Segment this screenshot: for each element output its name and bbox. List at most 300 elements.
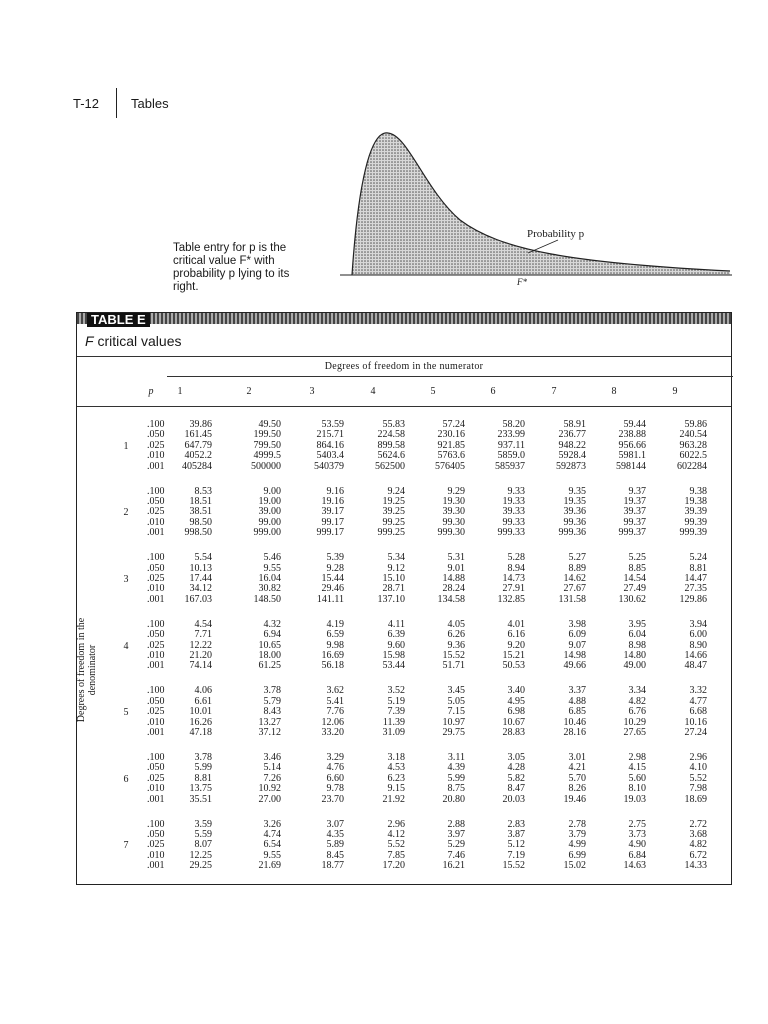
p-value: .050 (147, 828, 165, 840)
critical-value-cell: 3.94 (689, 618, 707, 630)
critical-value-cell: 6.59 (326, 629, 344, 641)
critical-value-cell: 999.33 (497, 527, 525, 539)
critical-value-cell: 21.20 (189, 649, 212, 661)
critical-value-cell: 19.46 (563, 793, 586, 805)
critical-value-cell: 141.11 (316, 593, 344, 605)
critical-value-cell: 4.74 (263, 828, 281, 840)
figure-caption: Table entry for p is the critical value F* with probability p lying to its right. (173, 242, 290, 293)
column-header: 9 (672, 386, 678, 397)
critical-value-cell: 9.15 (387, 783, 405, 795)
critical-value-cell: 99.36 (563, 516, 586, 528)
critical-value-cell: 5403.4 (316, 450, 344, 462)
table-subtitle (85, 333, 181, 349)
critical-value-cell: 5.82 (507, 772, 525, 784)
critical-value-cell: 30.82 (258, 583, 281, 595)
critical-value-cell: 8.81 (689, 562, 707, 574)
critical-value-cell: 16.69 (321, 649, 344, 661)
p-value: .100 (147, 685, 165, 697)
critical-value-cell: 7.76 (326, 706, 344, 718)
critical-value-cell: 5981.1 (618, 450, 646, 462)
critical-value-cell: 14.98 (563, 649, 586, 661)
critical-value-cell: 5.46 (263, 552, 281, 564)
critical-value-cell: 4.12 (387, 828, 405, 840)
critical-value-cell: 5928.4 (558, 450, 586, 462)
critical-value-cell: 20.03 (502, 793, 525, 805)
critical-value-cell: 6.99 (568, 849, 586, 861)
critical-value-cell: 963.28 (679, 439, 707, 451)
critical-value-cell: 6.61 (194, 695, 212, 707)
p-value: .050 (147, 762, 165, 774)
critical-value-cell: 2.75 (628, 818, 646, 830)
critical-value-cell: 10.65 (258, 639, 281, 651)
critical-value-cell: 3.37 (568, 685, 586, 697)
critical-value-cell: 4052.2 (184, 450, 212, 462)
critical-value-cell: 35.51 (189, 793, 212, 805)
critical-value-cell: 49.66 (563, 660, 586, 672)
p-value: .001 (147, 660, 165, 672)
critical-value-cell: 9.16 (326, 485, 344, 497)
denominator-df-label: 6 (123, 773, 129, 785)
critical-value-cell: 29.46 (321, 583, 344, 595)
critical-value-cell: 16.04 (258, 572, 281, 584)
critical-value-cell: 19.03 (623, 793, 646, 805)
denominator-df-label: 3 (123, 573, 129, 585)
p-value: .001 (147, 527, 165, 539)
p-value: .050 (147, 429, 165, 441)
critical-value-cell: 5.89 (326, 839, 344, 851)
p-value: .010 (147, 783, 165, 795)
critical-value-cell: 19.37 (623, 495, 646, 507)
critical-value-cell: 233.99 (497, 429, 525, 441)
critical-value-cell: 5.59 (194, 828, 212, 840)
p-value: .100 (147, 485, 165, 497)
critical-value-cell: 28.16 (563, 726, 586, 738)
critical-value-cell: 29.75 (442, 726, 465, 738)
critical-value-cell: 10.01 (189, 706, 212, 718)
p-column-header: p (148, 386, 154, 397)
critical-value-cell: 20.80 (442, 793, 465, 805)
critical-value-cell: 13.27 (258, 716, 281, 728)
critical-value-cell: 59.86 (684, 419, 707, 430)
critical-value-cell: 99.33 (502, 516, 525, 528)
critical-value-cell: 53.44 (382, 660, 405, 672)
critical-value-cell: 27.65 (623, 726, 646, 738)
critical-value-cell: 5.60 (628, 772, 646, 784)
critical-value-cell: 6.84 (628, 849, 646, 861)
critical-value-cell: 3.07 (326, 818, 344, 830)
critical-value-cell: 13.75 (189, 783, 212, 795)
p-value: .010 (147, 849, 165, 861)
probability-pointer (528, 240, 558, 253)
critical-value-cell: 10.16 (684, 716, 707, 728)
critical-value-cell: 28.71 (382, 583, 405, 595)
critical-value-cell: 598144 (616, 460, 646, 472)
critical-value-cell: 4.15 (628, 762, 646, 774)
critical-value-cell: 8.98 (628, 639, 646, 651)
critical-value-cell: 10.13 (189, 562, 212, 574)
critical-value-cell: 161.45 (184, 429, 212, 441)
critical-value-cell: 15.10 (382, 572, 405, 584)
denominator-df-label: 1 (123, 440, 129, 452)
critical-value-cell: 9.07 (568, 639, 586, 651)
critical-value-cell: 4.11 (387, 618, 405, 630)
critical-value-cell: 3.78 (263, 685, 281, 697)
critical-value-cell: 39.39 (684, 506, 707, 518)
critical-value-cell: 5.31 (447, 552, 465, 564)
critical-value-cell: 10.97 (442, 716, 465, 728)
critical-value-cell: 18.00 (258, 649, 281, 661)
critical-value-cell: 18.51 (189, 495, 212, 507)
critical-value-cell: 39.86 (189, 419, 212, 430)
critical-value-cell: 4.76 (326, 762, 344, 774)
critical-value-cell: 6.26 (447, 629, 465, 641)
critical-value-cell: 602284 (677, 460, 707, 472)
critical-value-cell: 5.79 (263, 695, 281, 707)
critical-value-cell: 2.98 (628, 752, 646, 763)
critical-value-cell: 27.67 (563, 583, 586, 595)
critical-value-cell: 9.00 (263, 485, 281, 497)
critical-value-cell: 8.81 (194, 772, 212, 784)
critical-value-cell: 11.39 (382, 716, 405, 728)
critical-value-cell: 5.34 (387, 552, 405, 564)
critical-value-cell: 15.21 (502, 649, 525, 661)
critical-value-cell: 6.23 (387, 772, 405, 784)
critical-value-cell: 23.70 (321, 793, 344, 805)
critical-value-cell: 2.96 (387, 818, 405, 830)
critical-value-cell: 4.39 (447, 762, 465, 774)
critical-value-cell: 5.25 (628, 552, 646, 564)
critical-value-cell: 99.25 (382, 516, 405, 528)
critical-value-cell: 8.75 (447, 783, 465, 795)
critical-value-cell: 8.94 (507, 562, 525, 574)
critical-value-cell: 9.35 (568, 485, 586, 497)
critical-value-cell: 3.79 (568, 828, 586, 840)
critical-value-cell: 17.44 (189, 572, 212, 584)
critical-value-cell: 9.60 (387, 639, 405, 651)
critical-value-cell: 224.58 (377, 429, 405, 441)
critical-value-cell: 5859.0 (497, 450, 525, 462)
critical-value-cell: 5.52 (689, 772, 707, 784)
critical-value-cell: 10.92 (258, 783, 281, 795)
critical-value-cell: 5.29 (447, 839, 465, 851)
critical-value-cell: 33.20 (321, 726, 344, 738)
critical-value-cell: 4.77 (689, 695, 707, 707)
critical-value-cell: 15.52 (502, 860, 525, 872)
critical-value-cell: 18.77 (321, 860, 344, 872)
critical-value-cell: 34.12 (189, 583, 212, 595)
critical-value-cell: 5.27 (568, 552, 586, 564)
denominator-label: Degrees of freedom in the denominator (76, 617, 98, 723)
critical-value-cell: 9.98 (326, 639, 344, 651)
divider (167, 376, 733, 377)
critical-value-cell: 3.05 (507, 752, 525, 763)
critical-value-cell: 132.85 (497, 593, 525, 605)
critical-value-cell: 9.37 (628, 485, 646, 497)
critical-value-cell: 6.76 (628, 706, 646, 718)
divider (77, 356, 731, 357)
critical-value-cell: 5.99 (447, 772, 465, 784)
critical-value-cell: 58.20 (502, 419, 525, 430)
critical-value-cell: 39.33 (502, 506, 525, 518)
critical-value-cell: 6.68 (689, 706, 707, 718)
critical-value-cell: 6.00 (689, 629, 707, 641)
critical-value-cell: 19.35 (563, 495, 586, 507)
critical-value-cell: 14.63 (623, 860, 646, 872)
critical-value-cell: 4.82 (689, 839, 707, 851)
critical-value-cell: 4.35 (326, 828, 344, 840)
critical-value-cell: 2.88 (447, 818, 465, 830)
p-value: .010 (147, 716, 165, 728)
critical-value-cell: 129.86 (679, 593, 707, 605)
critical-value-cell: 6.09 (568, 629, 586, 641)
column-header: 5 (430, 386, 436, 397)
critical-value-cell: 7.19 (507, 849, 525, 861)
critical-value-cell: 3.68 (689, 828, 707, 840)
critical-value-cell: 39.37 (623, 506, 646, 518)
critical-value-cell: 3.32 (689, 685, 707, 697)
critical-value-cell: 9.55 (263, 849, 281, 861)
critical-value-cell: 7.98 (689, 783, 707, 795)
column-header: 8 (611, 386, 617, 397)
critical-value-cell: 6.60 (326, 772, 344, 784)
p-value: .001 (147, 460, 165, 472)
denominator-df-label: 7 (123, 840, 129, 852)
critical-value-cell: 9.36 (447, 639, 465, 651)
critical-value-cell: 19.25 (382, 495, 405, 507)
critical-value-cell: 39.00 (258, 506, 281, 518)
critical-value-cell: 9.33 (507, 485, 525, 497)
critical-value-cell: 12.06 (321, 716, 344, 728)
critical-value-cell: 14.80 (623, 649, 646, 661)
critical-value-cell: 74.14 (189, 660, 212, 672)
critical-value-cell: 7.26 (263, 772, 281, 784)
page-number: T-12 (73, 96, 100, 111)
critical-value-cell: 49.50 (258, 419, 281, 430)
critical-value-cell: 49.00 (623, 660, 646, 672)
numerator-label: Degrees of freedom in the numerator (324, 361, 484, 372)
critical-value-cell: 3.62 (326, 685, 344, 697)
p-value: .100 (147, 818, 165, 830)
critical-value-cell: 8.43 (263, 706, 281, 718)
critical-value-cell: 576405 (435, 460, 465, 472)
critical-value-cell: 9.20 (507, 639, 525, 651)
critical-value-cell: 4.88 (568, 695, 586, 707)
critical-value-cell: 7.71 (194, 629, 212, 641)
critical-value-cell: 4.28 (507, 762, 525, 774)
critical-value-cell: 647.79 (184, 439, 212, 451)
critical-value-cell: 27.91 (502, 583, 525, 595)
column-header: 4 (370, 386, 376, 397)
critical-value-cell: 8.07 (194, 839, 212, 851)
critical-value-cell: 37.12 (258, 726, 281, 738)
critical-value-cell: 31.09 (382, 726, 405, 738)
p-value: .050 (147, 562, 165, 574)
critical-value-cell: 6.94 (263, 629, 281, 641)
critical-value-cell: 9.28 (326, 562, 344, 574)
f-distribution-curve (340, 125, 740, 285)
column-header: 2 (246, 386, 252, 397)
critical-value-cell: 19.30 (442, 495, 465, 507)
p-value: .050 (147, 495, 165, 507)
critical-value-cell: 27.49 (623, 583, 646, 595)
critical-value-cell: 999.00 (253, 527, 281, 539)
critical-value-cell: 3.59 (194, 818, 212, 830)
p-value: .025 (147, 706, 165, 718)
critical-value-cell: 14.66 (684, 649, 707, 661)
p-value: .025 (147, 772, 165, 784)
critical-value-cell: 39.36 (563, 506, 586, 518)
critical-value-cell: 5624.6 (377, 450, 405, 462)
critical-value-cell: 5.19 (387, 695, 405, 707)
probability-label: Probability p (527, 228, 585, 240)
critical-value-cell: 14.47 (684, 572, 707, 584)
critical-value-cell: 948.22 (558, 439, 586, 451)
critical-value-cell: 19.16 (321, 495, 344, 507)
critical-value-cell: 5.39 (326, 552, 344, 564)
critical-value-cell: 148.50 (253, 593, 281, 605)
critical-value-cell: 99.30 (442, 516, 465, 528)
critical-value-cell: 5.70 (568, 772, 586, 784)
p-value: .010 (147, 583, 165, 595)
critical-value-cell: 3.78 (194, 752, 212, 763)
p-value: .001 (147, 726, 165, 738)
critical-value-cell: 10.46 (563, 716, 586, 728)
critical-value-cell: 3.26 (263, 818, 281, 830)
critical-value-cell: 999.39 (679, 527, 707, 539)
critical-value-cell: 8.89 (568, 562, 586, 574)
critical-value-cell: 3.18 (387, 752, 405, 763)
critical-value-cell: 592873 (556, 460, 586, 472)
p-value: .025 (147, 839, 165, 851)
section-title: Tables (131, 96, 169, 111)
critical-value-cell: 6022.5 (679, 450, 707, 462)
critical-value-cell: 562500 (375, 460, 405, 472)
critical-value-cell: 5.52 (387, 839, 405, 851)
critical-value-cell: 56.18 (321, 660, 344, 672)
denominator-df-label: 4 (123, 640, 129, 652)
critical-value-cell: 99.00 (258, 516, 281, 528)
critical-value-cell: 899.58 (377, 439, 405, 451)
critical-value-cell: 8.45 (326, 849, 344, 861)
critical-value-cell: 21.69 (258, 860, 281, 872)
critical-value-cell: 6.85 (568, 706, 586, 718)
critical-value-cell: 199.50 (253, 429, 281, 441)
critical-value-cell: 15.02 (563, 860, 586, 872)
critical-value-cell: 238.88 (618, 429, 646, 441)
critical-value-cell: 8.26 (568, 783, 586, 795)
critical-value-cell: 5.12 (507, 839, 525, 851)
critical-value-cell: 29.25 (189, 860, 212, 872)
critical-value-cell: 10.67 (502, 716, 525, 728)
critical-value-cell: 999.25 (377, 527, 405, 539)
critical-value-cell: 38.51 (189, 506, 212, 518)
p-value: .100 (147, 752, 165, 763)
critical-value-cell: 15.52 (442, 649, 465, 661)
p-value: .100 (147, 618, 165, 630)
critical-value-cell: 19.38 (684, 495, 707, 507)
divider (77, 406, 731, 407)
critical-value-cell: 167.03 (184, 593, 212, 605)
critical-value-cell: 8.47 (507, 783, 525, 795)
critical-value-cell: 999.30 (437, 527, 465, 539)
critical-value-cell: 999.36 (558, 527, 586, 539)
critical-value-cell: 3.97 (447, 828, 465, 840)
p-value: .100 (147, 419, 165, 430)
subtitle-text: critical values (93, 333, 182, 349)
critical-value-cell: 19.33 (502, 495, 525, 507)
critical-value-cell: 405284 (182, 460, 212, 472)
critical-value-cell: 6.04 (628, 629, 646, 641)
critical-value-cell: 5763.6 (437, 450, 465, 462)
critical-value-cell: 28.24 (442, 583, 465, 595)
critical-value-cell: 14.54 (623, 572, 646, 584)
critical-value-cell: 4.90 (628, 839, 646, 851)
critical-value-cell: 4.06 (194, 685, 212, 697)
critical-value-cell: 956.66 (618, 439, 646, 451)
critical-value-cell: 9.78 (326, 783, 344, 795)
critical-value-cell: 39.17 (321, 506, 344, 518)
critical-value-cell: 2.72 (689, 818, 707, 830)
critical-value-cell: 3.34 (628, 685, 646, 697)
critical-value-cell: 5.54 (194, 552, 212, 564)
p-value: .001 (147, 793, 165, 805)
critical-value-cell: 2.83 (507, 818, 525, 830)
critical-value-cell: 17.20 (382, 860, 405, 872)
critical-value-cell: 9.01 (447, 562, 465, 574)
critical-value-cell: 14.33 (684, 860, 707, 872)
critical-value-cell: 14.73 (502, 572, 525, 584)
column-header: 6 (490, 386, 496, 397)
critical-value-cell: 921.85 (437, 439, 465, 451)
critical-value-cell: 14.62 (563, 572, 586, 584)
p-value: .050 (147, 695, 165, 707)
critical-value-cell: 3.45 (447, 685, 465, 697)
critical-value-cell: 5.05 (447, 695, 465, 707)
critical-value-cell: 55.83 (382, 419, 405, 430)
critical-value-cell: 3.01 (568, 752, 586, 763)
p-value: .001 (147, 593, 165, 605)
critical-value-cell: 2.78 (568, 818, 586, 830)
critical-value-cell: 7.15 (447, 706, 465, 718)
critical-value-cell: 4.19 (326, 618, 344, 630)
p-value: .100 (147, 552, 165, 564)
critical-value-cell: 15.44 (321, 572, 344, 584)
critical-value-cell: 2.96 (689, 752, 707, 763)
critical-value-cell: 3.87 (507, 828, 525, 840)
p-value: .025 (147, 639, 165, 651)
critical-value-cell: 39.30 (442, 506, 465, 518)
p-value: .025 (147, 572, 165, 584)
critical-value-cell: 9.29 (447, 485, 465, 497)
critical-value-cell: 7.39 (387, 706, 405, 718)
critical-value-cell: 4.54 (194, 618, 212, 630)
critical-value-cell: 27.24 (684, 726, 707, 738)
critical-value-cell: 9.12 (387, 562, 405, 574)
critical-value-cell: 864.16 (316, 439, 344, 451)
critical-value-cell: 215.71 (316, 429, 344, 441)
critical-value-cell: 998.50 (184, 527, 212, 539)
critical-value-cell: 14.88 (442, 572, 465, 584)
critical-value-cell: 9.24 (387, 485, 405, 497)
denominator-df-label: 2 (123, 507, 129, 519)
critical-value-cell: 134.58 (437, 593, 465, 605)
critical-value-cell: 21.92 (382, 793, 405, 805)
critical-value-cell: 3.98 (568, 618, 586, 630)
critical-value-cell: 58.91 (563, 419, 586, 430)
critical-value-cell: 53.59 (321, 419, 344, 430)
critical-value-cell: 6.39 (387, 629, 405, 641)
critical-value-cell: 540379 (314, 460, 344, 472)
